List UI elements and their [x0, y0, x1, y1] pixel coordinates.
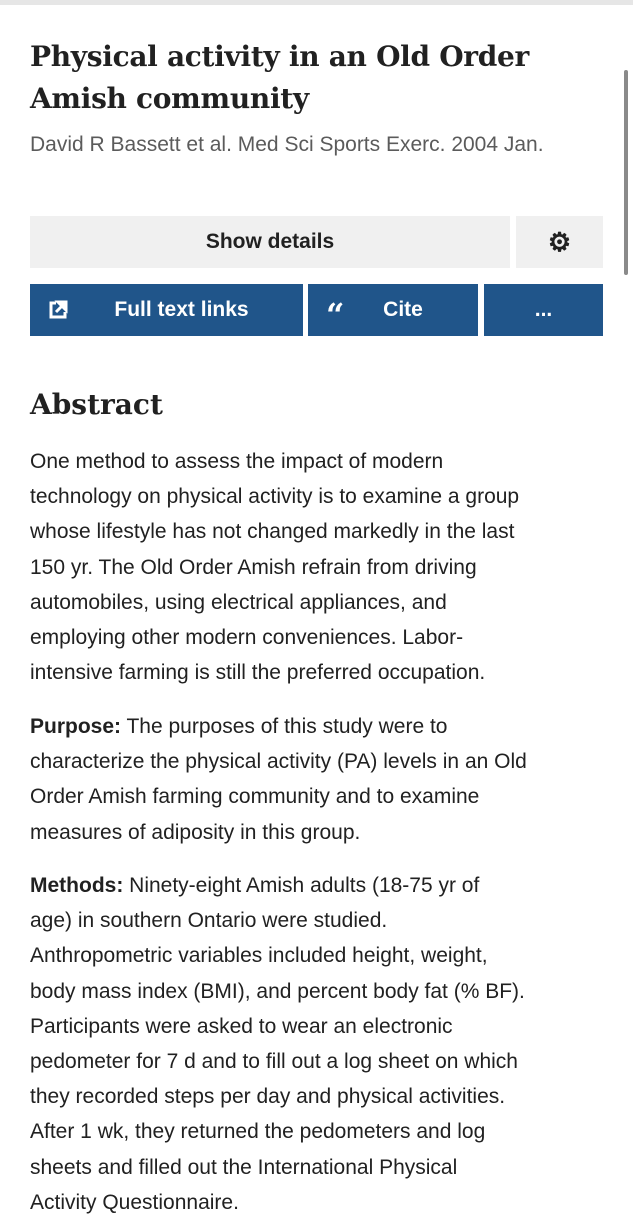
- abstract-line: they recorded steps per day and physical activities.: [30, 1085, 506, 1109]
- abstract-line: automobiles, using electrical appliances, and: [30, 590, 447, 614]
- more-label: ...: [534, 298, 553, 321]
- abstract-line: After 1 wk, they returned the pedometers and log: [30, 1120, 486, 1144]
- show-details-label: Show details: [205, 230, 335, 253]
- abstract-line: Anthropometric variables included height, weight,: [30, 944, 488, 968]
- abstract-line: One method to assess the impact of modern: [30, 450, 444, 473]
- abstract-line: sheets and filled out the International Physical: [30, 1155, 458, 1179]
- abstract-line: whose lifestyle has not changed markedly in the last: [30, 520, 515, 544]
- scrollbar[interactable]: [624, 70, 628, 275]
- abstract-line: employing other modern conveniences. Labor-: [30, 626, 464, 650]
- abstract-line-text: The purposes of this study were to: [121, 715, 448, 738]
- abstract-line: body mass index (BMI), and percent body fat (% BF).: [30, 979, 525, 1003]
- abstract-line: characterize the physical activity (PA) levels in an Old: [30, 750, 527, 774]
- full-text-links-button[interactable]: [30, 284, 303, 336]
- abstract-intro: [30, 444, 620, 690]
- abstract-methods: [30, 868, 620, 1220]
- section-label: Methods:: [30, 874, 124, 897]
- abstract-line: Participants were asked to wear an electronic: [30, 1014, 453, 1038]
- settings-button[interactable]: [516, 216, 603, 268]
- article-citation[interactable]: David R Bassett et al. Med Sci Sports Exerc. 2004 Jan.: [30, 133, 544, 156]
- abstract-line: [30, 709, 620, 744]
- abstract-line: measures of adiposity in this group.: [30, 820, 361, 844]
- abstract-line: 150 yr. The Old Order Amish refrain from driving: [30, 555, 477, 579]
- cite-button[interactable]: [308, 284, 478, 336]
- more-actions-button[interactable]: [484, 284, 603, 336]
- abstract-line: pedometer for 7 d and to fill out a log sheet on which: [30, 1050, 518, 1074]
- top-bar: [0, 0, 633, 5]
- quote-icon: “: [326, 296, 345, 334]
- external-link-icon: [48, 300, 68, 320]
- abstract-heading: Abstract: [30, 388, 163, 421]
- abstract-line: intensive farming is still the preferred occupation.: [30, 661, 486, 685]
- section-label: Purpose:: [30, 715, 122, 738]
- abstract-line: Order Amish farming community and to examine: [30, 785, 480, 809]
- abstract-line: Activity Questionnaire.: [30, 1190, 239, 1214]
- gear-icon: ⚙: [547, 227, 572, 257]
- abstract-line: technology on physical activity is to examine a group: [30, 485, 520, 509]
- article-title: Physical activity in an Old Order Amish community: [30, 40, 530, 115]
- abstract-line: age) in southern Ontario were studied.: [30, 909, 388, 933]
- abstract-line-text: Ninety-eight Amish adults (18-75 yr of: [123, 874, 480, 897]
- abstract-purpose: [30, 709, 620, 850]
- show-details-button[interactable]: [30, 216, 510, 268]
- abstract-line: [30, 868, 620, 903]
- full-text-links-label: Full text links: [114, 298, 249, 321]
- cite-label: Cite: [383, 298, 423, 321]
